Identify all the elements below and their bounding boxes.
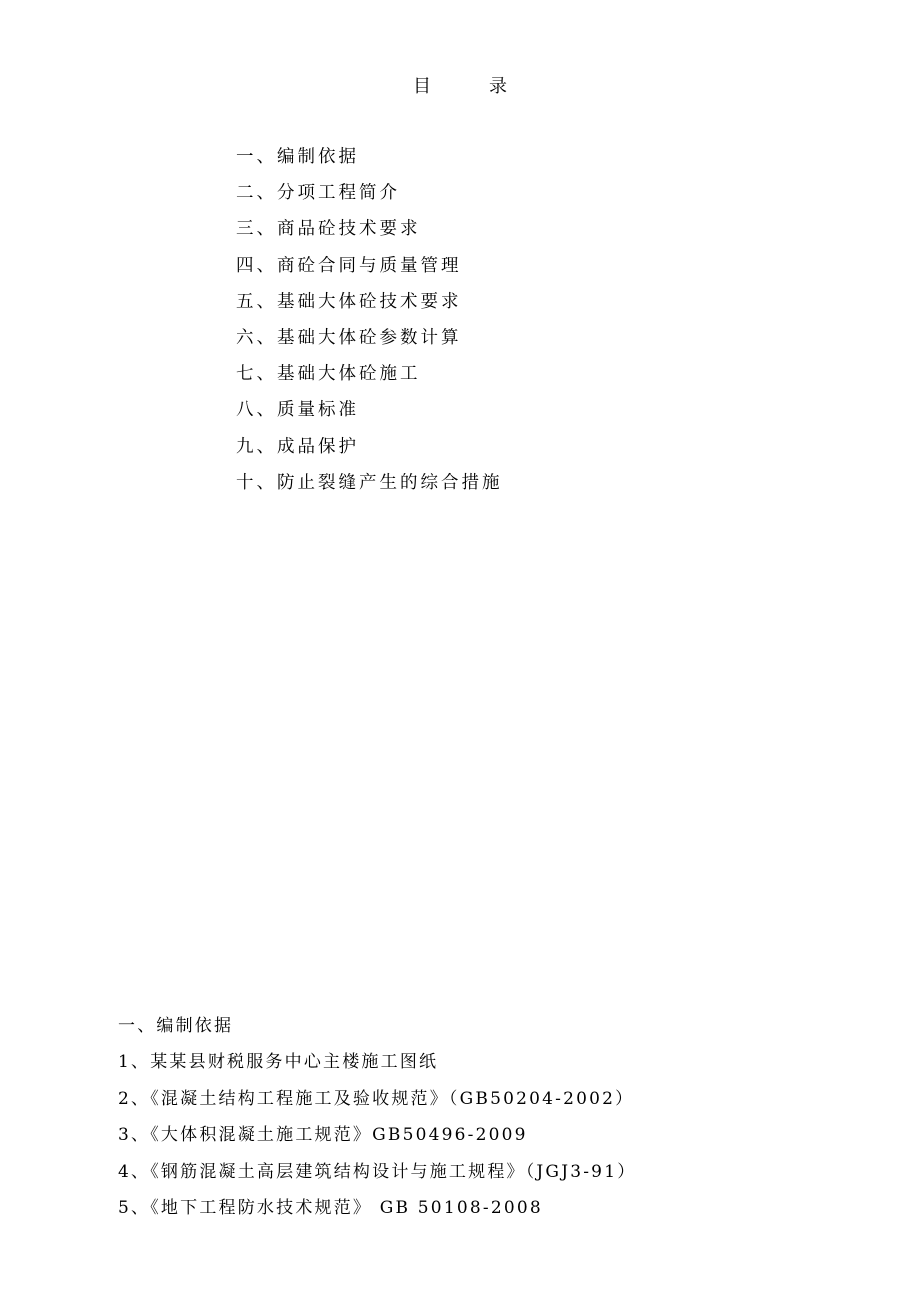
reference-item: 3、《大体积混凝土施工规范》GB50496-2009 (118, 1125, 528, 1146)
toc-list (236, 143, 503, 505)
toc-item: 五、基础大体砼技术要求 (236, 291, 462, 312)
toc-title-right: 录 (489, 76, 507, 97)
toc-title (0, 72, 920, 98)
toc-item: 十、防止裂缝产生的综合措施 (236, 472, 503, 493)
toc-item: 九、成品保护 (236, 436, 359, 457)
section-basis (118, 1012, 636, 1230)
reference-item: 4、《钢筋混凝土高层建筑结构设计与施工规程》（JGJ3-91） (118, 1161, 637, 1182)
toc-item: 二、分项工程简介 (236, 183, 400, 204)
reference-item: 5、《地下工程防水技术规范》 GB 50108-2008 (118, 1197, 543, 1218)
section-heading: 一、编制依据 (118, 1016, 234, 1036)
toc-item: 四、商砼合同与质量管理 (236, 255, 462, 276)
toc-item: 八、质量标准 (236, 400, 359, 421)
reference-item: 1、某某县财税服务中心主楼施工图纸 (118, 1052, 439, 1073)
toc-item: 六、基础大体砼参数计算 (236, 327, 462, 348)
reference-item: 2、《混凝土结构工程施工及验收规范》（GB50204-2002） (118, 1088, 635, 1109)
toc-item: 三、商品砼技术要求 (236, 219, 421, 240)
toc-item: 一、编制依据 (236, 147, 359, 167)
toc-title-left: 目 (413, 76, 431, 97)
toc-item: 七、基础大体砼施工 (236, 364, 421, 385)
